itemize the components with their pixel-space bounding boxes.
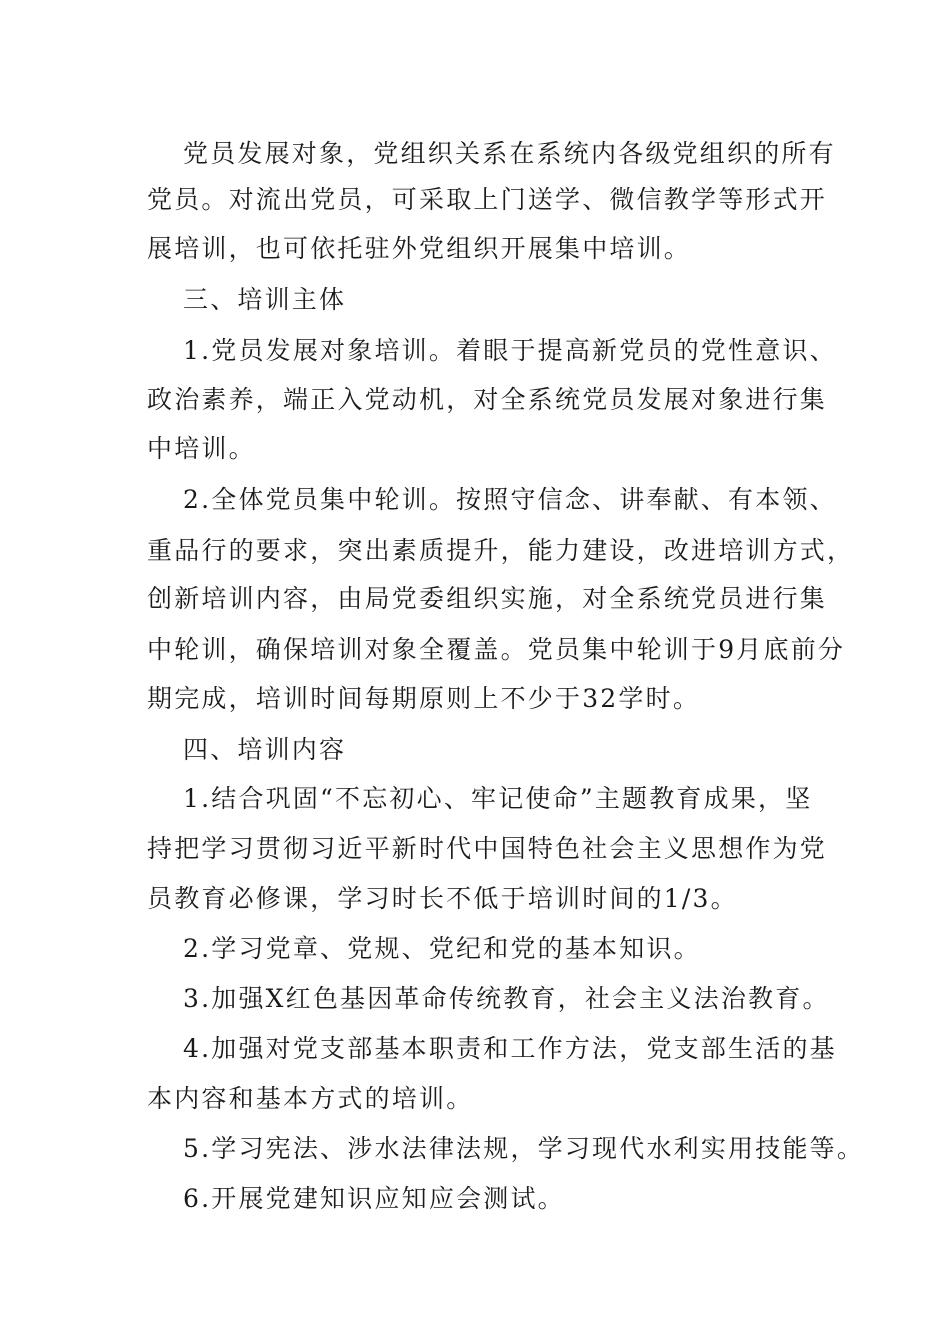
section-heading-training-content: 四、培训内容 bbox=[183, 735, 347, 764]
paragraph-line: 本内容和基本方式的培训。 bbox=[147, 1084, 474, 1113]
section-heading-training-subject: 三、培训主体 bbox=[183, 285, 347, 314]
list-item: 5.学习宪法、涉水法律法规，学习现代水利实用技能等。 bbox=[183, 1134, 865, 1163]
paragraph-line: 党员发展对象，党组织关系在系统内各级党组织的所有 bbox=[183, 139, 836, 168]
paragraph-line: 党员。对流出党员，可采取上门送学、微信教学等形式开 bbox=[147, 185, 828, 214]
paragraph-line: 1.结合巩固“不忘初心、牢记使命”主题教育成果，坚 bbox=[183, 784, 813, 813]
paragraph-line: 2.全体党员集中轮训。按照守信念、讲奉献、有本领、 bbox=[183, 485, 837, 514]
paragraph-line: 重品行的要求，突出素质提升，能力建设，改进培训方式， bbox=[147, 536, 855, 565]
paragraph-line: 中培训。 bbox=[147, 434, 256, 463]
list-item: 4.加强对党支部基本职责和工作方法，党支部生活的基 bbox=[183, 1034, 837, 1063]
paragraph-line: 中轮训，确保培训对象全覆盖。党员集中轮训于9月底前分 bbox=[147, 635, 846, 664]
paragraph-line: 持把学习贯彻习近平新时代中国特色社会主义思想作为党 bbox=[147, 834, 828, 863]
paragraph-line: 期完成，培训时间每期原则上不少于32学时。 bbox=[147, 684, 701, 713]
paragraph-line: 展培训，也可依托驻外党组织开展集中培训。 bbox=[147, 234, 692, 263]
paragraph-line: 政治素养，端正入党动机，对全系统党员发展对象进行集 bbox=[147, 385, 828, 414]
paragraph-line: 员教育必修课，学习时长不低于培训时间的1/3。 bbox=[147, 884, 738, 913]
list-item: 2.学习党章、党规、党纪和党的基本知识。 bbox=[183, 934, 701, 963]
list-item: 6.开展党建知识应知应会测试。 bbox=[183, 1184, 565, 1213]
list-item: 3.加强X红色基因革命传统教育，社会主义法治教育。 bbox=[183, 984, 830, 1013]
paragraph-line: 创新培训内容，由局党委组织实施，对全系统党员进行集 bbox=[147, 584, 828, 613]
paragraph-line: 1.党员发展对象培训。着眼于提高新党员的党性意识、 bbox=[183, 336, 837, 365]
